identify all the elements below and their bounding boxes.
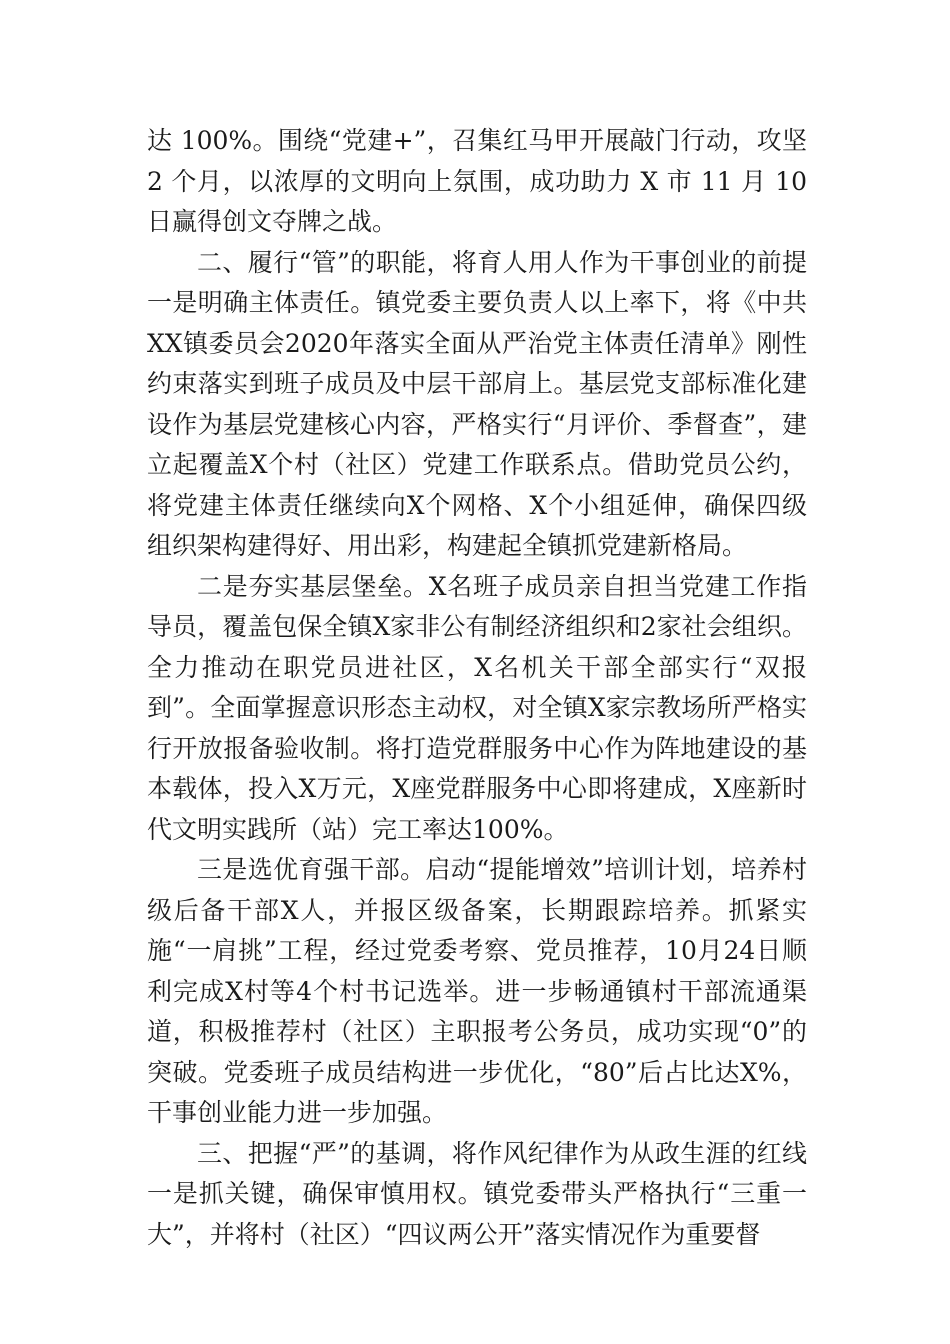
paragraph-continuation: 达 100%。围绕“党建+”，召集红马甲开展敲门行动，攻坚 2 个月，以浓厚的文明向上氛围，成功助力 X 市 11 月 10 日赢得创文夺牌之战。 — [147, 126, 807, 236]
document-body — [147, 121, 833, 1255]
paragraph-section-two-heading: 二、履行“管”的职能，将育人用人作为干事创业的前提 一是明确主体责任。镇党委主要负责人以上率下，将《中共XX镇委员会2020年落实全面从严治党主体责任清单》刚性约束落实到班子成员及中层干部肩上。基层党支部标准化建设作为基层党建核心内容，严格实行“月评价、季督查”，建立起覆盖X个村（社区）党建工作联系点。借助党员公约，将党建主体责任继续向X个网格、X个小组延伸，确保四级组织架构建得好、用出彩，构建起全镇抓党建新格局。 — [147, 247, 833, 560]
paragraph-grassroots-fortress: 二是夯实基层堡垒。X名班子成员亲自担当党建工作指导员，覆盖包保全镇X家非公有制经济组织和2家社会组织。全力推动在职党员进社区，X名机关干部全部实行“双报到”。全面掌握意识形态主动权，对全镇X家宗教场所严格实行开放报备验收制。将打造党群服务中心作为阵地建设的基本载体，投入X万元，X座党群服务中心即将建成，X座新时代文明实践所（站）完工率达100%。 — [147, 571, 807, 844]
paragraph-section-three-heading: 三、把握“严”的基调，将作风纪律作为从政生涯的红线 一是抓关键，确保审慎用权。镇党委带头严格执行“三重一大”，并将村（社区）“四议两公开”落实情况作为重要督 — [147, 1138, 833, 1249]
paragraph-cadre-selection: 三是选优育强干部。启动“提能增效”培训计划，培养村级后备干部X人，并报区级备案，长期跟踪培养。抓紧实施“一肩挑”工程，经过党委考察、党员推荐，10月24日顺利完成X村等4个村书记选举。进一步畅通镇村干部流通渠道，积极推荐村（社区）主职报考公务员，成功实现“0”的突破。党委班子成员结构进一步优化，“80”后占比达X%，干事创业能力进一步加强。 — [147, 855, 807, 1127]
